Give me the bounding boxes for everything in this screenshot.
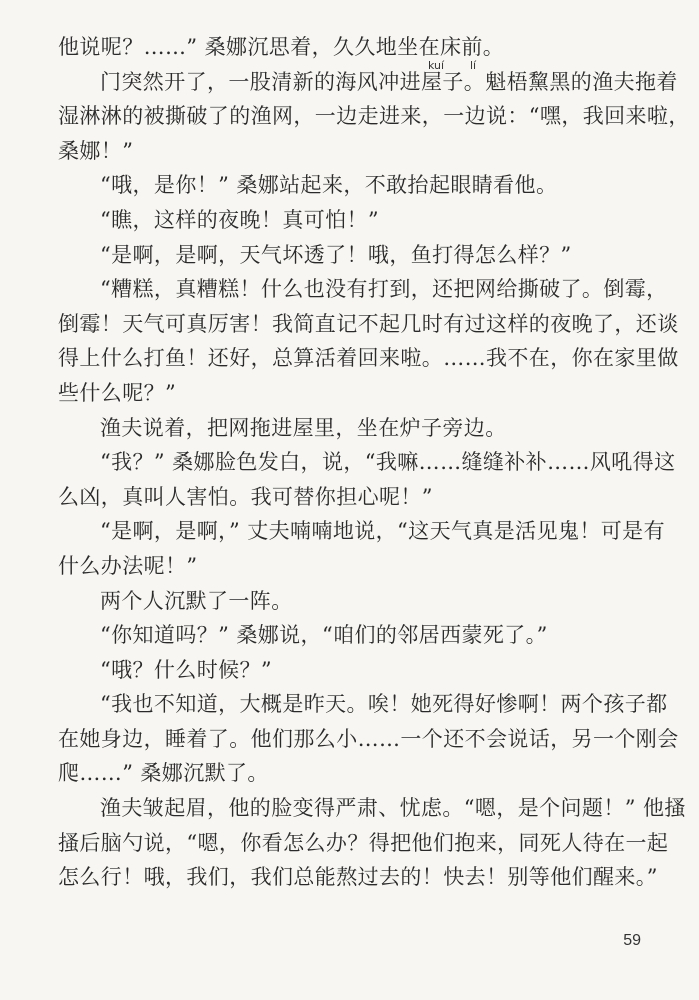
text-line: 什么办法呢！”: [58, 553, 198, 578]
text-line: 怎么行！哦，我们，我们总能熬过去的！快去！别等他们醒来。”: [58, 865, 658, 890]
text-line: 渔夫说着，把网拖进屋里，坐在炉子旁边。: [100, 415, 507, 440]
text-line: 么凶，真叫人害怕。我可替你担心呢！”: [58, 484, 433, 509]
text-line: 得上什么打鱼！还好，总算活着回来啦。……我不在，你在家里做: [58, 346, 679, 371]
text-line: “瞧，这样的夜晚！真可怕！”: [100, 207, 380, 232]
text-line: 湿淋淋的被撕破了的渔网，一边走进来，一边说：“嘿，我回来啦，: [58, 104, 690, 129]
text-line: 门突然开了，一股清新的海风冲进屋子。魁梧黧黑的渔夫拖着: [100, 69, 678, 94]
text-line: 些什么呢？”: [58, 380, 177, 405]
text-line: “糟糕，真糟糕！什么也没有打到，还把网给撕破了。倒霉，: [100, 277, 668, 302]
text-line: “是啊，是啊，” 丈夫喃喃地说，“这天气真是活见鬼！可是有: [100, 519, 665, 544]
pinyin-kui: kuí: [428, 59, 445, 72]
pinyin-li: lí: [470, 59, 477, 72]
body-text: [58, 30, 690, 895]
text-line: “我？” 桑娜脸色发白，说，“我嘛……缝缝补补……风吼得这: [100, 450, 676, 475]
text-line: 两个人沉默了一阵。: [100, 588, 293, 613]
text-line: “是啊，是啊，天气坏透了！哦，鱼打得怎么样？”: [100, 242, 572, 267]
text-line: 爬……” 桑娜沉默了。: [58, 761, 269, 786]
text-line: 渔夫皱起眉，他的脸变得严肃、忧虑。“嗯，是个问题！” 他搔: [100, 796, 686, 821]
text-line: “哦，是你！” 桑娜站起来，不敢抬起眼睛看他。: [100, 173, 558, 198]
text-line: 在她身边，睡着了。他们那么小……一个还不会说话，另一个刚会: [58, 726, 679, 751]
page-number: 59: [623, 932, 641, 949]
text-line: “你知道吗？” 桑娜说，“咱们的邻居西蒙死了。”: [100, 623, 548, 648]
text-line: “哦？什么时候？”: [100, 657, 273, 682]
text-line: 桑娜！”: [58, 138, 134, 163]
text-line: 搔后脑勺说，“嗯，你看怎么办？得把他们抱来，同死人待在一起: [58, 830, 669, 855]
text-line: 倒霉！天气可真厉害！我简直记不起几时有过这样的夜晚了，还谈: [58, 311, 679, 336]
text-line: 他说呢？……” 桑娜沉思着，久久地坐在床前。: [58, 35, 505, 59]
text-line: “我也不知道，大概是昨天。唉！她死得好惨啊！两个孩子都: [100, 692, 668, 717]
